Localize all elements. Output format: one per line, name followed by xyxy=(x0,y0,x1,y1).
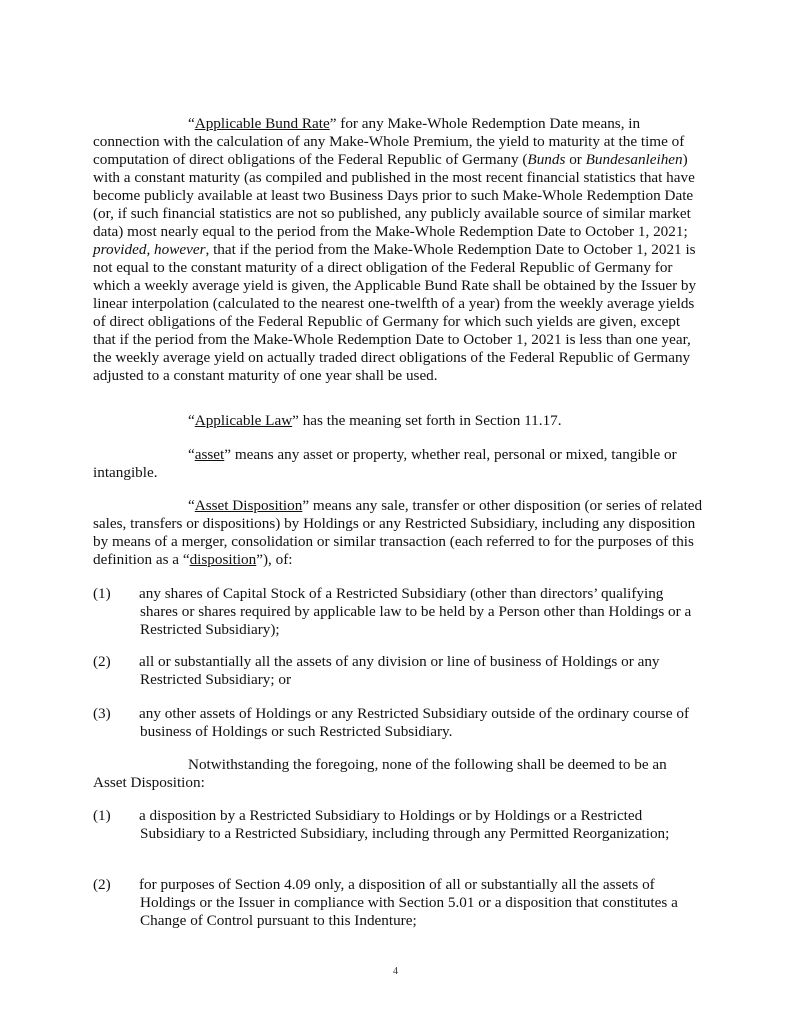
italic-text: provided xyxy=(93,241,147,258)
quote-open: “ xyxy=(188,115,195,132)
definition-text: ” has the meaning set forth in Section 11.17. xyxy=(292,412,562,429)
definition-applicable-bund-rate xyxy=(93,115,703,385)
list-number: (2) xyxy=(93,876,111,893)
definition-text: , xyxy=(146,241,155,258)
definition-text: ) with a constant maturity (as compiled and published in the most recent financial statistics that have become publicly available at least two Business Days prior to such Make-Whole Redemption Date (or, if such financial statistics are not so published, any publicly available source of similar market data) most nearly equal to the period from the Make-Whole Redemption Date to October 1, 2021; xyxy=(93,151,695,240)
defined-term: Asset Disposition xyxy=(194,497,303,514)
italic-text: Bundesanleihen xyxy=(585,151,683,168)
defined-term: asset xyxy=(194,446,225,463)
list-text: any other assets of Holdings or any Restricted Subsidiary outside of the ordinary course of business of Holdings or such Restricted Subsidiary. xyxy=(139,705,690,740)
list-item xyxy=(93,807,700,843)
list-text: for purposes of Section 4.09 only, a disposition of all or substantially all the assets of Holdings or the Issuer in compliance with Section 5.01 or a disposition that constitutes a Change of Control pursuant to this Indenture; xyxy=(139,876,678,929)
list-item xyxy=(93,653,700,689)
quote-open: “ xyxy=(188,446,195,463)
list-text: a disposition by a Restricted Subsidiary to Holdings or by Holdings or a Restricted Subsidiary to a Restricted Subsidiary, including through any Permitted Reorganization; xyxy=(139,807,670,842)
defined-term: Applicable Law xyxy=(194,412,293,429)
definition-text: ”), of: xyxy=(256,551,293,568)
definition-text: ” means any asset or property, whether real, personal or mixed, tangible or intangible. xyxy=(93,446,677,481)
definition-asset-disposition xyxy=(93,497,703,569)
quote-open: “ xyxy=(188,497,195,514)
list-item xyxy=(93,705,700,741)
list-number: (3) xyxy=(93,705,111,722)
list-text: all or substantially all the assets of any division or line of business of Holdings or any Restricted Subsidiary; or xyxy=(139,653,660,688)
italic-text: Bunds xyxy=(527,151,566,168)
italic-text: however xyxy=(154,241,206,258)
quote-open: “ xyxy=(188,412,195,429)
list-number: (1) xyxy=(93,585,111,602)
list-item xyxy=(93,585,700,639)
definition-text: ” for any Make-Whole Redemption Date means, in connection with the calculation of any Make-Whole Premium, the yield to maturity at the time of computation of direct obligations of the Federal Republic of Germany ( xyxy=(93,115,685,168)
defined-term: disposition xyxy=(189,551,257,568)
definition-asset xyxy=(93,446,703,482)
paragraph-text: Notwithstanding the foregoing, none of the following shall be deemed to be an Asset Disposition: xyxy=(93,756,667,791)
page-number: 4 xyxy=(393,966,398,977)
notwithstanding-paragraph xyxy=(93,756,703,792)
list-number: (1) xyxy=(93,807,111,824)
list-item xyxy=(93,876,700,930)
definition-text: ” means any sale, transfer or other disposition (or series of related sales, transfers or dispositions) by Holdings or any Restricted Subsidiary, including any disposition by means of a merger, consolidation or similar transaction (each referred to for the purposes of this definition as a “ xyxy=(93,497,703,568)
definition-text: , that if the period from the Make-Whole Redemption Date to October 1, 2021 is not equal to the constant maturity of a direct obligation of the Federal Republic of Germany for which a weekly average yield is given, the Applicable Bund Rate shall be obtained by the Issuer by linear interpolation (calculated to the nearest one-twelfth of a year) from the weekly average yields of direct obligations of the Federal Republic of Germany for which such yields are given, except that if the period from the Make-Whole Redemption Date to October 1, 2021 is less than one year, the weekly average yield on actually traded direct obligations of the Federal Republic of Germany adjusted to a constant maturity of one year shall be used. xyxy=(93,241,697,384)
definition-applicable-law xyxy=(93,412,703,430)
list-text: any shares of Capital Stock of a Restricted Subsidiary (other than directors’ qualifying shares or shares required by applicable law to be held by a Person other than Holdings or a Restricted Subsidiary); xyxy=(139,585,692,638)
definition-text: or xyxy=(565,151,586,168)
list-number: (2) xyxy=(93,653,111,670)
defined-term: Applicable Bund Rate xyxy=(194,115,330,132)
